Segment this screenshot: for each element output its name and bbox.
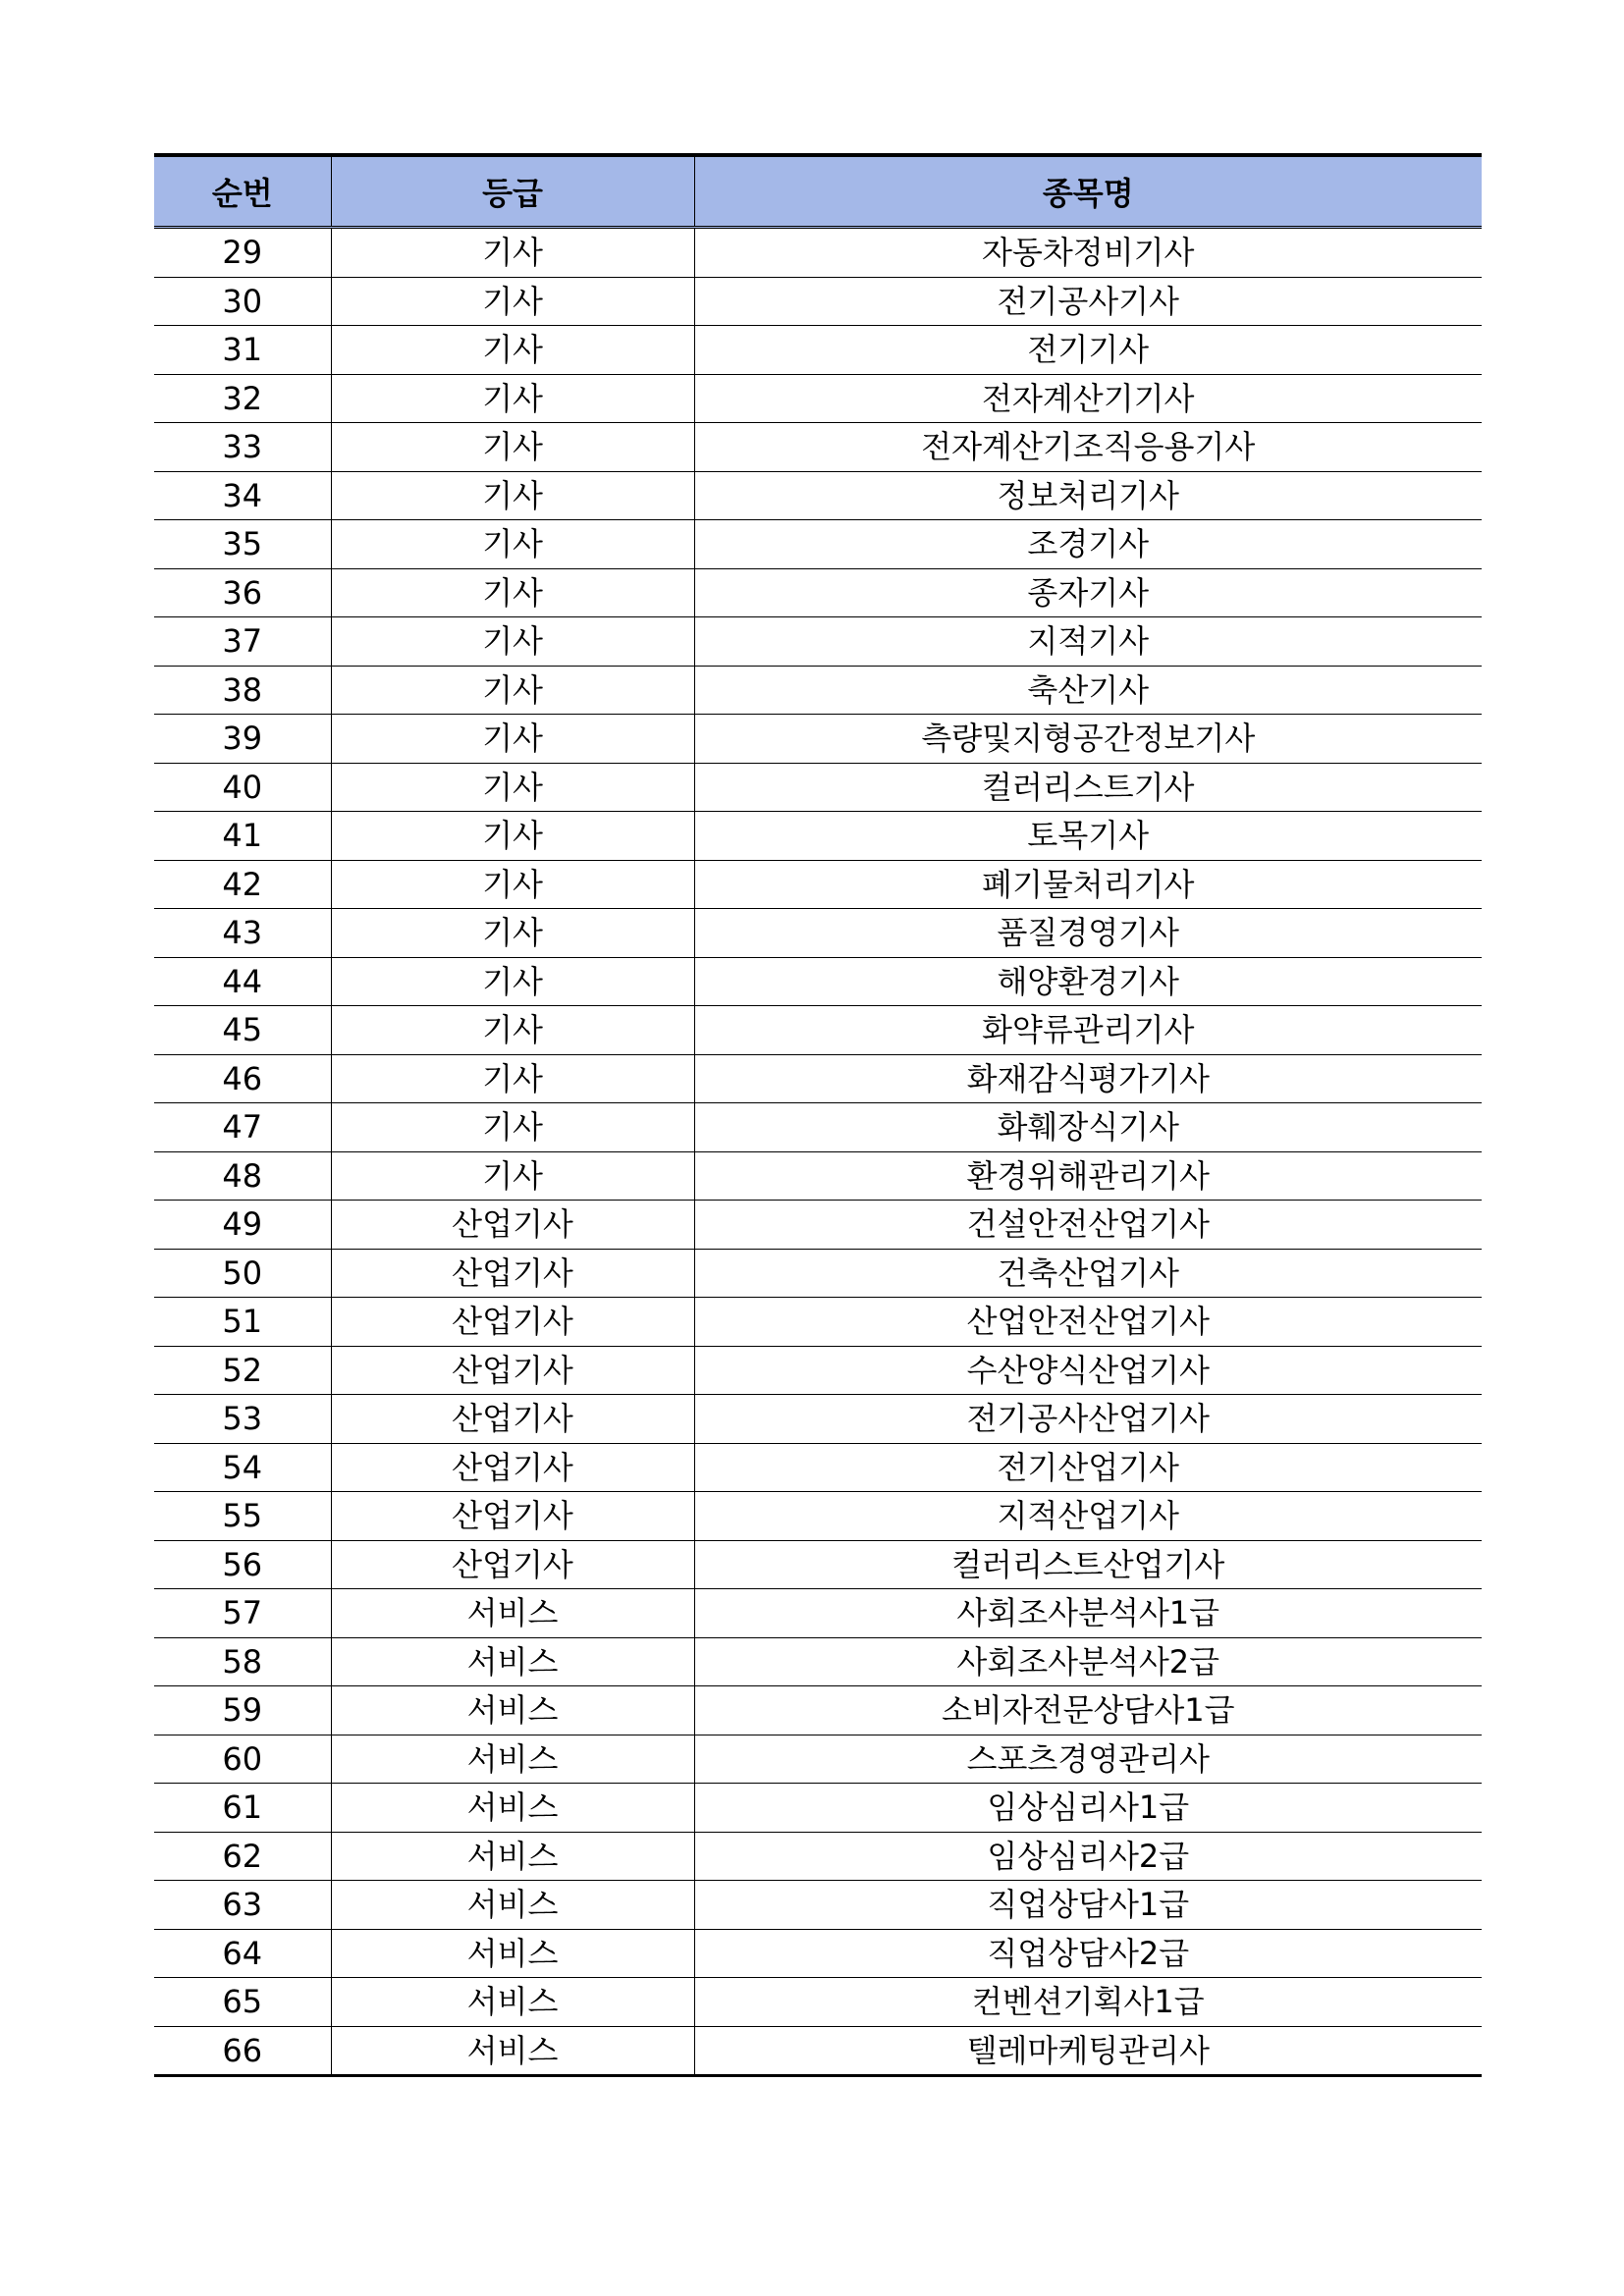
cell-number: 66 — [154, 2026, 331, 2076]
cell-grade: 기사 — [331, 1151, 694, 1201]
cell-number: 58 — [154, 1637, 331, 1686]
cell-item-name: 스포츠경영관리사 — [694, 1735, 1482, 1784]
cell-item-name: 조경기사 — [694, 520, 1482, 569]
cell-item-name: 임상심리사1급 — [694, 1784, 1482, 1833]
cell-grade: 기사 — [331, 617, 694, 667]
cell-number: 42 — [154, 860, 331, 909]
table-row — [154, 1784, 1482, 1833]
cell-grade: 산업기사 — [331, 1395, 694, 1444]
table-row — [154, 1103, 1482, 1152]
header-row — [154, 155, 1482, 228]
cell-number: 31 — [154, 326, 331, 375]
cell-number: 57 — [154, 1589, 331, 1638]
cell-number: 65 — [154, 1978, 331, 2027]
cell-number: 35 — [154, 520, 331, 569]
table-row — [154, 471, 1482, 520]
cell-grade: 기사 — [331, 471, 694, 520]
table-row — [154, 1054, 1482, 1103]
cell-grade: 기사 — [331, 423, 694, 472]
cell-number: 44 — [154, 957, 331, 1006]
cell-item-name: 품질경영기사 — [694, 909, 1482, 958]
cell-grade: 산업기사 — [331, 1249, 694, 1298]
table-row — [154, 1492, 1482, 1541]
cell-item-name: 축산기사 — [694, 666, 1482, 715]
cell-item-name: 건축산업기사 — [694, 1249, 1482, 1298]
cell-grade: 서비스 — [331, 1735, 694, 1784]
table-row — [154, 1735, 1482, 1784]
cell-item-name: 임상심리사2급 — [694, 1832, 1482, 1881]
cell-number: 38 — [154, 666, 331, 715]
cell-grade: 기사 — [331, 812, 694, 861]
table-row — [154, 1006, 1482, 1055]
cell-number: 61 — [154, 1784, 331, 1833]
cell-item-name: 전자계산기조직응용기사 — [694, 423, 1482, 472]
table-row — [154, 860, 1482, 909]
table-row — [154, 1978, 1482, 2027]
cell-number: 33 — [154, 423, 331, 472]
cell-item-name: 종자기사 — [694, 568, 1482, 617]
cell-number: 60 — [154, 1735, 331, 1784]
cell-grade: 기사 — [331, 715, 694, 764]
cell-grade: 기사 — [331, 1103, 694, 1152]
cell-grade: 기사 — [331, 1054, 694, 1103]
cell-grade: 서비스 — [331, 1589, 694, 1638]
table-row — [154, 1637, 1482, 1686]
cell-number: 51 — [154, 1298, 331, 1347]
table-row — [154, 1589, 1482, 1638]
table-row — [154, 1151, 1482, 1201]
cell-grade: 기사 — [331, 1006, 694, 1055]
cell-number: 49 — [154, 1201, 331, 1250]
cell-grade: 서비스 — [331, 1832, 694, 1881]
cell-grade: 서비스 — [331, 1637, 694, 1686]
cell-item-name: 텔레마케팅관리사 — [694, 2026, 1482, 2076]
cell-number: 39 — [154, 715, 331, 764]
cell-grade: 서비스 — [331, 1686, 694, 1735]
cell-item-name: 컬러리스트기사 — [694, 763, 1482, 812]
cell-grade: 서비스 — [331, 1784, 694, 1833]
cell-grade: 기사 — [331, 957, 694, 1006]
table-row — [154, 1686, 1482, 1735]
cell-number: 48 — [154, 1151, 331, 1201]
cell-item-name: 해양환경기사 — [694, 957, 1482, 1006]
cell-item-name: 화재감식평가기사 — [694, 1054, 1482, 1103]
cell-grade: 기사 — [331, 520, 694, 569]
cell-grade: 기사 — [331, 909, 694, 958]
cell-item-name: 정보처리기사 — [694, 471, 1482, 520]
cell-number: 41 — [154, 812, 331, 861]
table-row — [154, 1832, 1482, 1881]
cell-item-name: 소비자전문상담사1급 — [694, 1686, 1482, 1735]
table-row — [154, 909, 1482, 958]
cell-number: 55 — [154, 1492, 331, 1541]
cell-number: 59 — [154, 1686, 331, 1735]
cell-number: 46 — [154, 1054, 331, 1103]
cell-grade: 산업기사 — [331, 1443, 694, 1492]
table-row — [154, 326, 1482, 375]
table-row — [154, 957, 1482, 1006]
cell-item-name: 컬러리스트산업기사 — [694, 1540, 1482, 1589]
cell-item-name: 컨벤션기획사1급 — [694, 1978, 1482, 2027]
cell-item-name: 전기산업기사 — [694, 1443, 1482, 1492]
cell-number: 34 — [154, 471, 331, 520]
table-row — [154, 1881, 1482, 1930]
table-row — [154, 228, 1482, 278]
cell-item-name: 지적산업기사 — [694, 1492, 1482, 1541]
table-header — [154, 155, 1482, 228]
table-row — [154, 2026, 1482, 2076]
cell-grade: 기사 — [331, 860, 694, 909]
cell-item-name: 토목기사 — [694, 812, 1482, 861]
certification-table — [154, 153, 1482, 2077]
table-row — [154, 520, 1482, 569]
table-row — [154, 1395, 1482, 1444]
cell-item-name: 건설안전산업기사 — [694, 1201, 1482, 1250]
cell-item-name: 사회조사분석사1급 — [694, 1589, 1482, 1638]
cell-grade: 기사 — [331, 666, 694, 715]
cell-grade: 서비스 — [331, 1929, 694, 1978]
cell-grade: 서비스 — [331, 2026, 694, 2076]
table-row — [154, 1298, 1482, 1347]
cell-grade: 서비스 — [331, 1881, 694, 1930]
table-row — [154, 1249, 1482, 1298]
cell-grade: 산업기사 — [331, 1201, 694, 1250]
table-row — [154, 715, 1482, 764]
cell-grade: 산업기사 — [331, 1346, 694, 1395]
cell-number: 52 — [154, 1346, 331, 1395]
cell-number: 63 — [154, 1881, 331, 1930]
cell-grade: 기사 — [331, 568, 694, 617]
cell-item-name: 전기기사 — [694, 326, 1482, 375]
table-row — [154, 1540, 1482, 1589]
cell-grade: 산업기사 — [331, 1492, 694, 1541]
cell-number: 36 — [154, 568, 331, 617]
table-row — [154, 423, 1482, 472]
table-row — [154, 1346, 1482, 1395]
cell-grade: 기사 — [331, 228, 694, 278]
table-row — [154, 812, 1482, 861]
table-row — [154, 1929, 1482, 1978]
cell-number: 64 — [154, 1929, 331, 1978]
cell-grade: 산업기사 — [331, 1540, 694, 1589]
cell-grade: 산업기사 — [331, 1298, 694, 1347]
cell-number: 50 — [154, 1249, 331, 1298]
cell-item-name: 산업안전산업기사 — [694, 1298, 1482, 1347]
cell-item-name: 화훼장식기사 — [694, 1103, 1482, 1152]
table-row — [154, 568, 1482, 617]
table-row — [154, 1201, 1482, 1250]
cell-number: 40 — [154, 763, 331, 812]
cell-number: 45 — [154, 1006, 331, 1055]
cell-number: 32 — [154, 374, 331, 423]
cell-item-name: 사회조사분석사2급 — [694, 1637, 1482, 1686]
cell-number: 30 — [154, 277, 331, 326]
header-grade: 등급 — [331, 155, 694, 228]
cell-number: 62 — [154, 1832, 331, 1881]
table-body — [154, 228, 1482, 2076]
cell-number: 54 — [154, 1443, 331, 1492]
cell-number: 53 — [154, 1395, 331, 1444]
table-row — [154, 763, 1482, 812]
cell-item-name: 전기공사산업기사 — [694, 1395, 1482, 1444]
cell-number: 29 — [154, 228, 331, 278]
cell-grade: 기사 — [331, 374, 694, 423]
table-row — [154, 277, 1482, 326]
table-row — [154, 617, 1482, 667]
header-number: 순번 — [154, 155, 331, 228]
cell-item-name: 수산양식산업기사 — [694, 1346, 1482, 1395]
cell-number: 37 — [154, 617, 331, 667]
cell-item-name: 측량및지형공간정보기사 — [694, 715, 1482, 764]
cell-item-name: 자동차정비기사 — [694, 228, 1482, 278]
cell-item-name: 폐기물처리기사 — [694, 860, 1482, 909]
cell-number: 56 — [154, 1540, 331, 1589]
cell-grade: 기사 — [331, 277, 694, 326]
cell-item-name: 전기공사기사 — [694, 277, 1482, 326]
cell-number: 47 — [154, 1103, 331, 1152]
cell-number: 43 — [154, 909, 331, 958]
cell-grade: 기사 — [331, 326, 694, 375]
cell-item-name: 직업상담사2급 — [694, 1929, 1482, 1978]
table-row — [154, 666, 1482, 715]
cell-item-name: 전자계산기기사 — [694, 374, 1482, 423]
cell-item-name: 지적기사 — [694, 617, 1482, 667]
cell-grade: 기사 — [331, 763, 694, 812]
table-row — [154, 1443, 1482, 1492]
cell-item-name: 직업상담사1급 — [694, 1881, 1482, 1930]
header-item-name: 종목명 — [694, 155, 1482, 228]
cell-grade: 서비스 — [331, 1978, 694, 2027]
table-row — [154, 374, 1482, 423]
cell-item-name: 환경위해관리기사 — [694, 1151, 1482, 1201]
cell-item-name: 화약류관리기사 — [694, 1006, 1482, 1055]
